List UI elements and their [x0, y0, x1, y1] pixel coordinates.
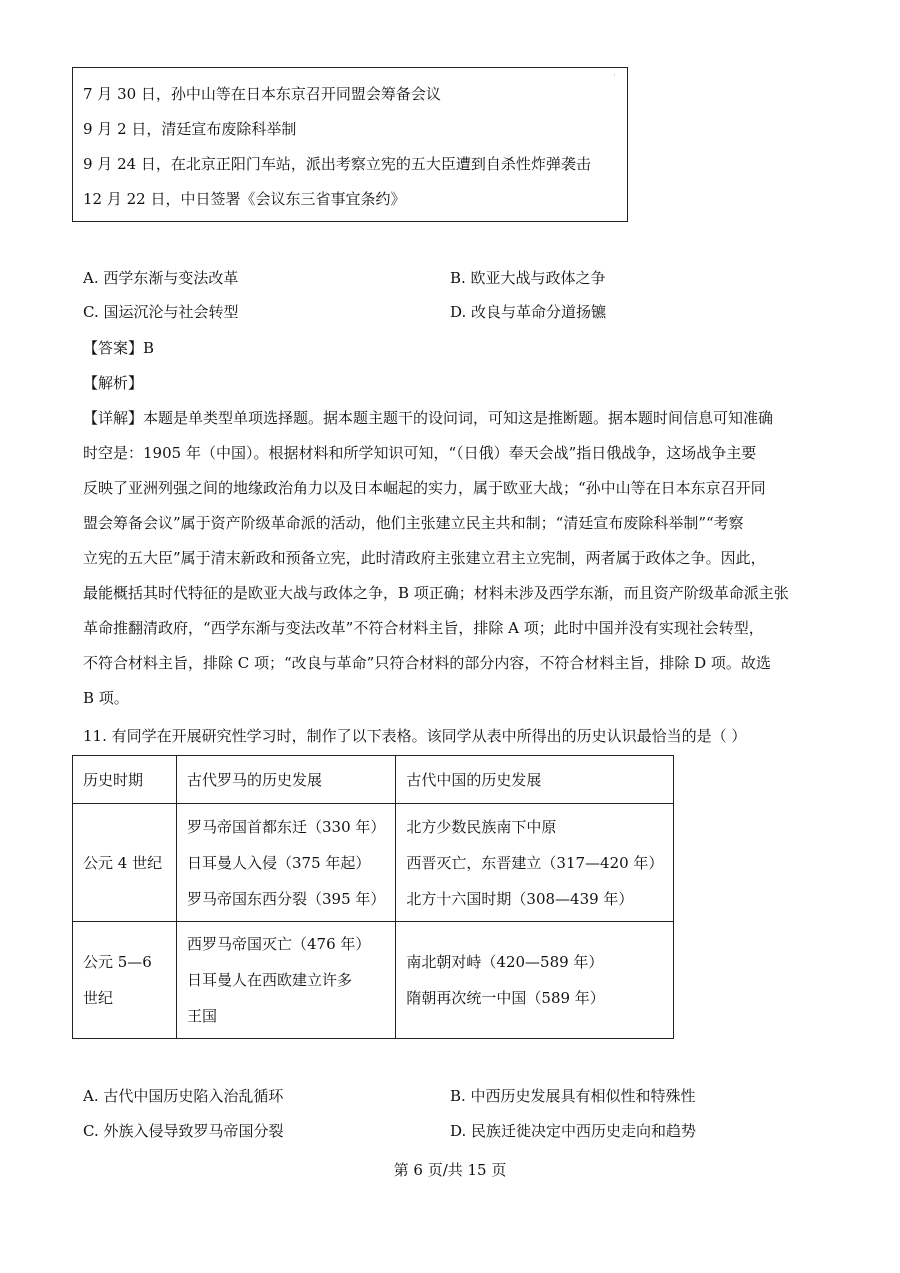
- q11-option-d[interactable]: D. 民族迁徙决定中西历史走向和趋势: [450, 1122, 697, 1140]
- table-header-period: 历史时期: [73, 756, 177, 804]
- table-row: [73, 804, 674, 922]
- q10-option-d[interactable]: D. 改良与革命分道扬镳: [450, 303, 607, 321]
- detail-line: 最能概括其时代特征的是欧亚大战与政体之争，B 项正确；材料未涉及西学东渐，而且资产阶级革命派主张: [83, 584, 789, 602]
- rome-cell: [177, 922, 396, 1039]
- china-event: 北方十六国时期（308—439 年）: [406, 889, 634, 908]
- detail-line: 立宪的五大臣”属于清末新政和预备立宪，此时清政府主张建立君主立宪制，两者属于政体之争。因此，: [83, 549, 766, 567]
- detail-line: 不符合材料主旨，排除 C 项；“改良与革命”只符合材料的部分内容，不符合材料主旨，排除 D 项。故选: [83, 654, 771, 672]
- rome-event: 王国: [187, 1007, 218, 1025]
- q11-option-c[interactable]: C. 外族入侵导致罗马帝国分裂: [83, 1122, 284, 1140]
- table-row: [73, 922, 674, 1039]
- table-header-row: [73, 756, 674, 804]
- page-footer: 第 6 页/共 15 页: [393, 1161, 507, 1179]
- event-line: 12 月 22 日，中日签署《会议东三省事宜条约》: [83, 190, 406, 208]
- china-event: 西晋灭亡，东晋建立（317—420 年）: [406, 853, 664, 872]
- china-cell: [396, 922, 674, 1039]
- event-line: 9 月 2 日，清廷宣布废除科举制: [83, 120, 297, 138]
- analysis-heading: 【解析】: [83, 374, 144, 392]
- q11-option-b[interactable]: B. 中西历史发展具有相似性和特殊性: [450, 1087, 696, 1105]
- china-event: 南北朝对峙（420—589 年）: [406, 953, 604, 971]
- table-header-china: 古代中国的历史发展: [396, 756, 674, 804]
- rome-event: 日耳曼人入侵（375 年起）: [187, 853, 371, 872]
- rome-event: 西罗马帝国灭亡（476 年）: [187, 935, 371, 953]
- china-event: 北方少数民族南下中原: [406, 817, 557, 836]
- q10-option-b[interactable]: B. 欧亚大战与政体之争: [450, 269, 606, 287]
- q11-stem: 11. 有同学在开展研究性学习时，制作了以下表格。该同学从表中所得出的历史认识最恰当的是（ ）: [83, 727, 747, 745]
- period-cell: 公元 4 世纪: [73, 804, 177, 922]
- event-line: 7 月 30 日，孙中山等在日本东京召开同盟会筹备会议: [83, 85, 441, 103]
- rome-event: 罗马帝国东西分裂（395 年）: [187, 889, 386, 908]
- event-list-box: [72, 67, 628, 222]
- detail-line: 盟会筹备会议”属于资产阶级革命派的活动，他们主张建立民主共和制；“清廷宣布废除科举制”“考察: [83, 514, 744, 532]
- china-event: 隋朝再次统一中国（589 年）: [406, 989, 605, 1007]
- china-cell: [396, 804, 674, 922]
- q10-option-c[interactable]: C. 国运沉沦与社会转型: [83, 303, 239, 321]
- scan-dot: ': [613, 74, 615, 81]
- q11-option-a[interactable]: A. 古代中国历史陷入治乱循环: [83, 1087, 284, 1105]
- event-line: 9 月 24 日，在北京正阳门车站，派出考察立宪的五大臣遭到自杀性炸弹袭击: [83, 155, 591, 173]
- detail-line: 革命推翻清政府，“西学东渐与变法改革”不符合材料主旨，排除 A 项；此时中国并没有实现社会转型，: [83, 619, 764, 637]
- q10-option-a[interactable]: A. 西学东渐与变法改革: [83, 269, 239, 287]
- detail-line: B 项。: [83, 689, 129, 707]
- rome-event: 日耳曼人在西欧建立许多: [187, 971, 353, 989]
- period-cell: 公元 5—6 世纪: [73, 922, 177, 1039]
- detail-line: 时空是：1905 年（中国）。根据材料和所学知识可知，“（日俄）奉天会战”指日俄战争，这场战争主要: [83, 444, 757, 462]
- history-comparison-table: [72, 755, 674, 1039]
- rome-event: 罗马帝国首都东迁（330 年）: [187, 817, 386, 836]
- detail-line: 反映了亚洲列强之间的地缘政治角力以及日本崛起的实力，属于欧亚大战；“孙中山等在日本东京召开同: [83, 479, 766, 497]
- rome-cell: [177, 804, 396, 922]
- table-header-rome: 古代罗马的历史发展: [177, 756, 396, 804]
- detail-line: 【详解】本题是单类型单项选择题。据本题主题干的设问词，可知这是推断题。据本题时间信息可知准确: [83, 409, 774, 427]
- answer-label: 【答案】B: [83, 339, 155, 357]
